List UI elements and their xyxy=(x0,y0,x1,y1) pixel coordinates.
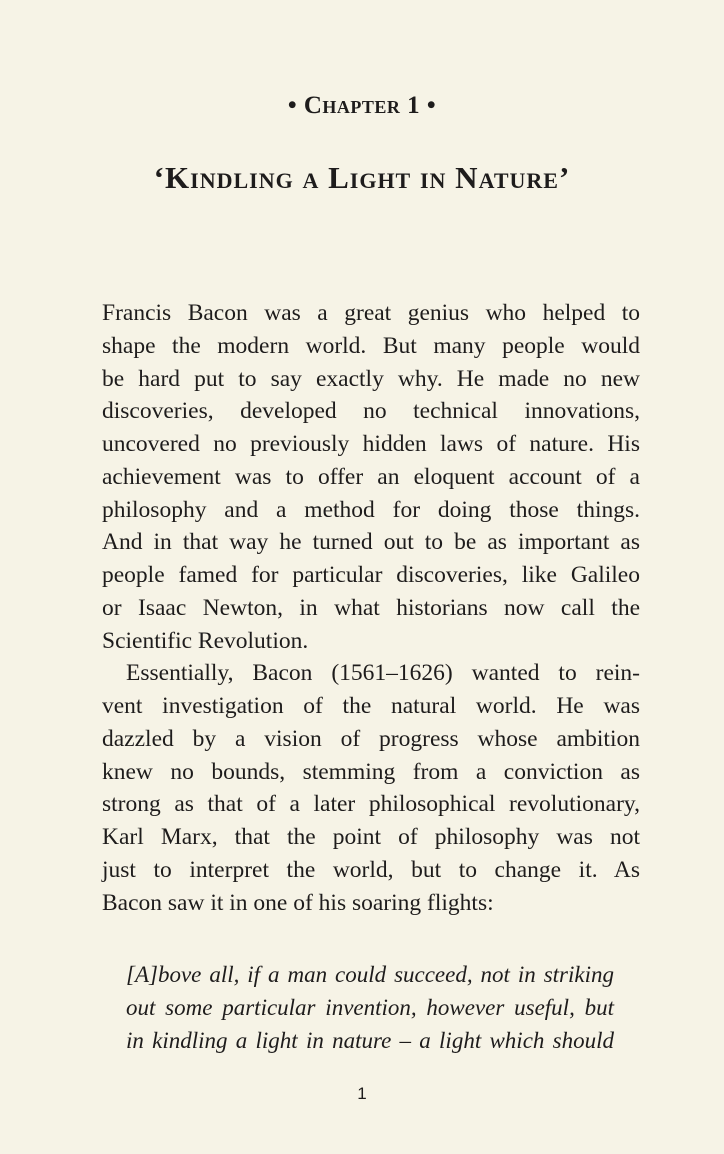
quote-line: in kindling a light in nature – a light which should xyxy=(126,1027,614,1053)
text-line: Karl Marx, that the point of philosophy was not xyxy=(102,824,640,850)
text-line: be hard put to say exactly why. He made no new xyxy=(102,365,640,392)
page-number: 1 xyxy=(357,1084,367,1103)
text-line: Bacon saw it in one of his soaring flights: xyxy=(102,889,494,916)
text-line: discoveries, developed no technical innovations, xyxy=(102,398,640,425)
text-line: uncovered no previously hidden laws of nature. His xyxy=(102,431,640,457)
text-line: vent investigation of the natural world. He was xyxy=(102,693,640,719)
text-line: Scientific Revolution. xyxy=(102,627,309,654)
text-line: shape the modern world. But many people would xyxy=(102,332,640,359)
quote-line: out some particular invention, however useful, but xyxy=(126,994,614,1020)
text-line: Essentially, Bacon (1561–1626) wanted to rein- xyxy=(126,660,640,687)
block-quote xyxy=(126,959,614,1057)
body-text xyxy=(102,297,640,919)
chapter-heading: • Chapter 1 • xyxy=(287,92,437,119)
text-line: knew no bounds, stemming from a conviction as xyxy=(102,758,640,785)
chapter-title: ‘Kindling a Light in Nature’ xyxy=(153,160,571,195)
text-line: dazzled by a vision of progress whose ambition xyxy=(102,725,640,752)
text-line: achievement was to offer an eloquent account of a xyxy=(102,463,640,490)
text-line: or Isaac Newton, in what historians now call the xyxy=(102,594,640,621)
text-line: Francis Bacon was a great genius who helped to xyxy=(102,300,640,326)
quote-line: [A]bove all, if a man could succeed, not in striking xyxy=(126,962,614,987)
text-line: people famed for particular discoveries, like Galileo xyxy=(102,562,640,588)
text-line: philosophy and a method for doing those things. xyxy=(102,496,640,523)
text-line: And in that way he turned out to be as important as xyxy=(102,529,640,556)
text-line: just to interpret the world, but to change it. As xyxy=(102,856,640,883)
text-line: strong as that of a later philosophical revolutionary, xyxy=(102,791,640,818)
